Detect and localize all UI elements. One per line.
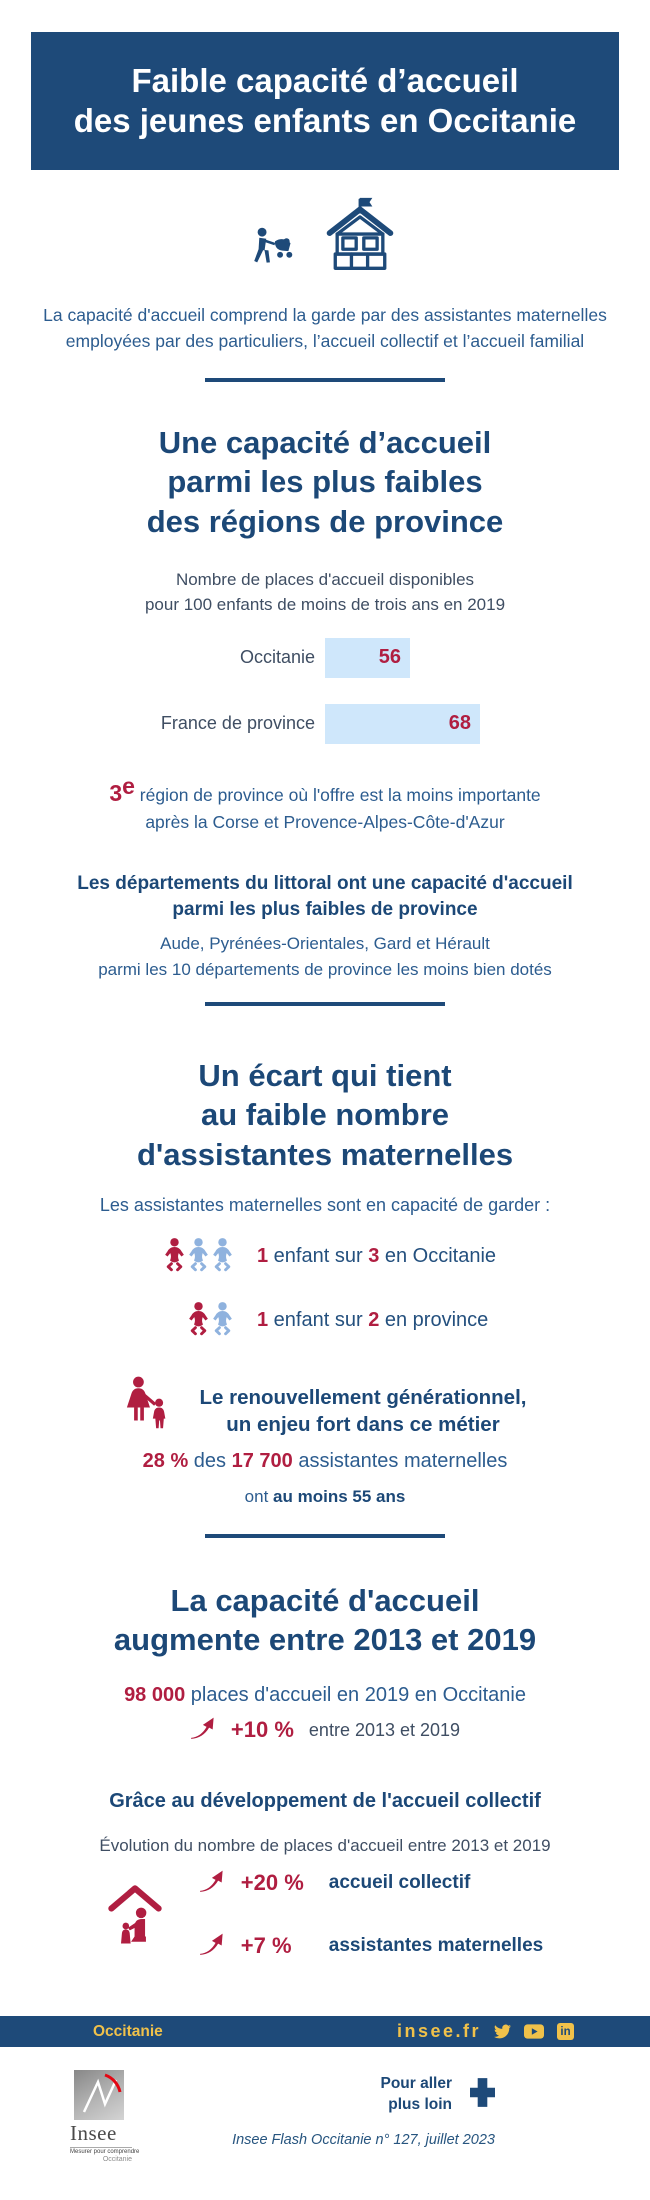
ratio-row-occitanie	[0, 1234, 650, 1280]
section2-heading-line3: d'assistantes maternelles	[136, 1136, 514, 1172]
growth-row-assistantes	[199, 1933, 543, 1960]
growth-arrow-icon	[190, 1717, 216, 1744]
littoral-heading	[0, 871, 650, 922]
growth-20-pct: +20 %	[240, 1870, 304, 1896]
section3-heading-line1: La capacité d'accueil	[170, 1582, 480, 1618]
baby-icons-group	[143, 1301, 233, 1341]
baby-icon	[188, 1237, 209, 1277]
growth-block	[0, 1870, 650, 1960]
stat-mid: des	[188, 1449, 232, 1472]
chart-value-occitanie: 56	[378, 646, 401, 669]
evolution-caption: Évolution du nombre de places d'accueil entre 2013 et 2019	[99, 1835, 551, 1855]
growth-7-label: assistantes maternelles	[328, 1935, 544, 1957]
section2-heading-line1: Un écart qui tient	[198, 1058, 452, 1094]
section2-heading	[0, 1056, 650, 1173]
departments-text	[0, 931, 650, 982]
rank-note-line1	[0, 770, 650, 810]
more-info-block[interactable]	[381, 2074, 496, 2116]
section1-heading-line1: Une capacité d’accueil	[158, 425, 492, 461]
title-line-1: Faible capacité d’accueil	[131, 61, 519, 99]
section-divider	[205, 378, 445, 382]
stat-17700: 17 700	[231, 1449, 293, 1472]
rank-note-line2: après la Corse et Provence-Alpes-Côte-d'Azur	[145, 811, 505, 832]
growth-7-pct: +7 %	[240, 1933, 292, 1959]
growth-20-label: accueil collectif	[328, 1872, 471, 1894]
ratio-num: 1	[257, 1245, 269, 1268]
footer-region-label: Occitanie	[93, 2022, 163, 2040]
section1-heading	[0, 423, 650, 540]
chart-label-france: France de province	[160, 713, 315, 734]
ratio-row-province	[0, 1298, 650, 1344]
rank-number: 3	[109, 779, 123, 806]
places-bar-chart	[0, 638, 650, 744]
insee-logo-region: Occitanie	[102, 2156, 132, 2163]
littoral-line1: Les départements du littoral ont une capacité d'accueil	[77, 873, 573, 895]
renewal-line1: Le renouvellement générationnel,	[199, 1385, 527, 1409]
ratio-den: 3	[368, 1245, 380, 1268]
linkedin-icon[interactable]: in	[557, 2023, 574, 2040]
growth-10-row	[0, 1717, 650, 1744]
stat-98000: 98 000	[124, 1683, 186, 1706]
intro-definition	[0, 303, 650, 354]
growth-10-pct: +10 %	[230, 1717, 294, 1743]
youtube-icon[interactable]	[524, 2024, 544, 2039]
age-stat-line1	[0, 1450, 650, 1473]
stat-55-prefix: ont	[244, 1486, 274, 1506]
more-info-line1: Pour aller	[380, 2075, 452, 2092]
ratio-text-province	[257, 1309, 507, 1332]
intro-line-1: La capacité d'accueil comprend la garde par des assistantes maternelles	[43, 305, 607, 325]
renewal-heading	[200, 1384, 527, 1438]
growth-10-note: entre 2013 et 2019	[308, 1719, 461, 1740]
littoral-line2: parmi les plus faibles de province	[172, 898, 478, 920]
section-divider	[205, 1002, 445, 1006]
publication-caption: Insee Flash Occitanie n° 127, juillet 2023	[232, 2132, 495, 2148]
insee-logo-mark	[74, 2070, 124, 2120]
insee-fr-link[interactable]: insee.fr	[396, 2021, 481, 2041]
intro-line-2: employées par des particuliers, l’accueil collectif et l’accueil familial	[65, 330, 585, 351]
section1-heading-line2: parmi les plus faibles	[167, 464, 483, 500]
section3-heading-line2: augmente entre 2013 et 2019	[113, 1621, 537, 1657]
stat-55-bold: au moins 55 ans	[273, 1486, 406, 1506]
growth-arrow-icon	[199, 1870, 225, 1897]
insee-logo-tagline: Mesurer pour comprendre	[70, 2149, 140, 2155]
footer-bottom	[0, 2062, 650, 2182]
ratio-suffix: en Occitanie	[379, 1245, 497, 1268]
twitter-icon[interactable]	[494, 2023, 511, 2040]
growth-rows	[199, 1870, 543, 1960]
collective-heading: Grâce au développement de l'accueil collectif	[109, 1789, 541, 1812]
renewal-block	[0, 1378, 650, 1444]
growth-row-collectif	[199, 1870, 543, 1897]
chart-row-france	[150, 704, 500, 744]
chart-value-france: 68	[448, 712, 471, 735]
nursery-house-icon	[321, 193, 399, 282]
places-2019-stat	[0, 1684, 650, 1707]
ratio-mid: enfant sur	[268, 1245, 369, 1268]
stroller-person-icon	[251, 227, 299, 282]
section1-heading-line3: des régions de province	[146, 503, 504, 539]
header-icons	[0, 196, 650, 282]
departments-line2: parmi les 10 départements de province les moins bien dotés	[98, 959, 552, 979]
title-banner	[31, 32, 619, 170]
insee-logo-wordmark: Insee	[70, 2121, 117, 2145]
ratio-mid: enfant sur	[268, 1309, 369, 1332]
age-stat-line2	[0, 1487, 650, 1507]
baby-icon	[188, 1301, 209, 1341]
baby-icon	[164, 1237, 185, 1277]
more-info-line2: plus loin	[388, 2095, 452, 2113]
footer-bar	[0, 2016, 650, 2047]
rank-note-text: région de province où l'offre est la moins importante	[134, 784, 541, 805]
ratio-lead-text: Les assistantes maternelles sont en capacité de garder :	[99, 1194, 551, 1215]
ratio-suffix: en province	[379, 1309, 489, 1332]
departments-line1: Aude, Pyrénées-Orientales, Gard et Hérault	[160, 934, 490, 954]
stat-28-pct: 28 %	[142, 1449, 189, 1472]
chart-caption-line1: Nombre de places d'accueil disponibles	[175, 569, 475, 589]
ratio-text-occitanie	[257, 1245, 507, 1268]
stat-98000-suffix: places d'accueil en 2019 en Occitanie	[185, 1683, 526, 1706]
insee-logo	[70, 2070, 140, 2163]
plus-icon[interactable]	[470, 2078, 495, 2112]
chart-caption	[0, 567, 650, 618]
chart-bar-occitanie	[325, 638, 410, 678]
ratio-num: 1	[257, 1309, 269, 1332]
childcare-roof-icon	[107, 1875, 163, 1954]
title-line-2: des jeunes enfants en Occitanie	[73, 102, 577, 139]
stat-suffix: assistantes maternelles	[292, 1449, 508, 1472]
chart-bar-france	[325, 704, 480, 744]
baby-icons-group	[143, 1237, 233, 1277]
woman-child-icon	[124, 1375, 174, 1446]
chart-row-occitanie	[150, 638, 500, 678]
growth-arrow-icon	[199, 1933, 225, 1960]
baby-icon	[212, 1301, 233, 1341]
section-divider	[205, 1534, 445, 1538]
chart-label-occitanie: Occitanie	[239, 647, 315, 668]
chart-caption-line2: pour 100 enfants de moins de trois ans en 2019	[144, 595, 506, 615]
section3-heading	[0, 1581, 650, 1659]
rank-note	[0, 770, 650, 836]
ratio-den: 2	[368, 1309, 380, 1332]
rank-sup: e	[122, 772, 135, 799]
footer-links	[397, 2021, 574, 2042]
renewal-line2: un enjeu fort dans ce métier	[226, 1412, 500, 1436]
more-info-label[interactable]	[381, 2074, 453, 2116]
section2-heading-line2: au faible nombre	[200, 1097, 450, 1133]
baby-icon	[212, 1237, 233, 1277]
